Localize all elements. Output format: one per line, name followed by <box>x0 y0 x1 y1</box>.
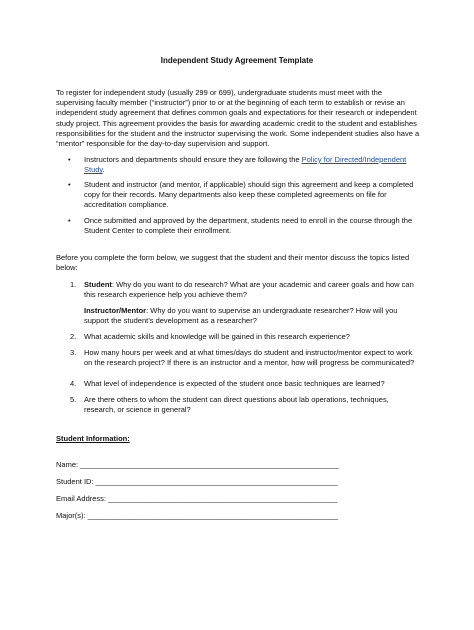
topic-number: 1. <box>70 280 77 289</box>
student-id-field[interactable]: Student ID: __________________________________________________________ <box>56 477 338 486</box>
topic-1 <box>70 280 420 300</box>
bullet-policy-text: Instructors and departments should ensure they are following the <box>84 155 302 164</box>
bullet-dot: • <box>68 180 71 189</box>
before-paragraph: Before you complete the form below, we suggest that the student and their mentor discuss the topics listed below: <box>56 253 410 273</box>
topic-1-label: Student <box>84 280 112 289</box>
topic-1-text: : Why do you want to do research? What are your academic and career goals and how can this research experience help you achieve them? <box>84 280 414 300</box>
majors-field[interactable]: Major(s): ____________________________________________________________ <box>56 511 338 520</box>
topic-4-text: What level of independence is expected of the student once basic techniques are learned? <box>84 379 385 388</box>
bullet-sign-text: Student and instructor (and mentor, if applicable) should sign this agreement and keep a completed copy for their records. Many departments also keep these completed agreements on file for accreditation compliance. <box>84 180 414 210</box>
bullet-policy <box>68 155 420 175</box>
topic-1-mentor-text: : Why do you want to supervise an undergraduate researcher? How will you support the student’s development as a researcher? <box>84 306 398 326</box>
name-field[interactable]: Name: ______________________________________________________________ <box>56 460 339 469</box>
bullet-policy-end: . <box>102 165 105 175</box>
student-info-heading: Student Information: <box>56 434 130 443</box>
topic-2-text: What academic skills and knowledge will be gained in this research experience? <box>84 332 350 341</box>
topic-5-text: Are there others to whom the student can direct questions about lab operations, techniques, research, or science in general? <box>84 395 389 415</box>
policy-link[interactable]: Policy for Directed/Independent Study <box>84 155 407 175</box>
topic-number: 5. <box>70 395 77 404</box>
bullet-dot: • <box>68 216 71 225</box>
topic-3-text: How many hours per week and at what times/days do student and instructor/mentor expect to work on the research project? If there is an instructor and a mentor, how will progress be communicated? <box>84 348 415 368</box>
topic-1-mentor <box>84 306 420 326</box>
topic-1-mentor-label: Instructor/Mentor <box>84 306 147 315</box>
bullet-sign <box>68 180 420 211</box>
bullet-enroll-text: Once submitted and approved by the department, students need to enroll in the course through the Student Center to complete their enrollment. <box>84 216 413 236</box>
bullet-enroll <box>68 216 420 236</box>
topic-4 <box>70 379 420 389</box>
intro-paragraph: To register for independent study (usually 299 or 699), undergraduate students must meet with the supervising faculty member (“instructor”) prior to or at the beginning of each term to establish or revise an independent study agreement that defines common goals and expectations for their research or independent study project. This agreement provides the basis for awarding academic credit to the student and establishes responsibilities for the student and the instructor supervising the work. Some independent studies also have a “mentor” responsible for the day-to-day supervision and support. <box>56 88 420 149</box>
topic-2 <box>70 332 420 342</box>
topic-3 <box>70 348 420 368</box>
topic-5 <box>70 395 420 415</box>
email-field[interactable]: Email Address: _______________________________________________________ <box>56 494 338 503</box>
topic-number: 3. <box>70 348 77 357</box>
bullet-dot: • <box>68 155 71 164</box>
document-title: Independent Study Agreement Template <box>160 56 314 65</box>
topic-number: 2. <box>70 332 77 341</box>
topic-number: 4. <box>70 379 77 388</box>
